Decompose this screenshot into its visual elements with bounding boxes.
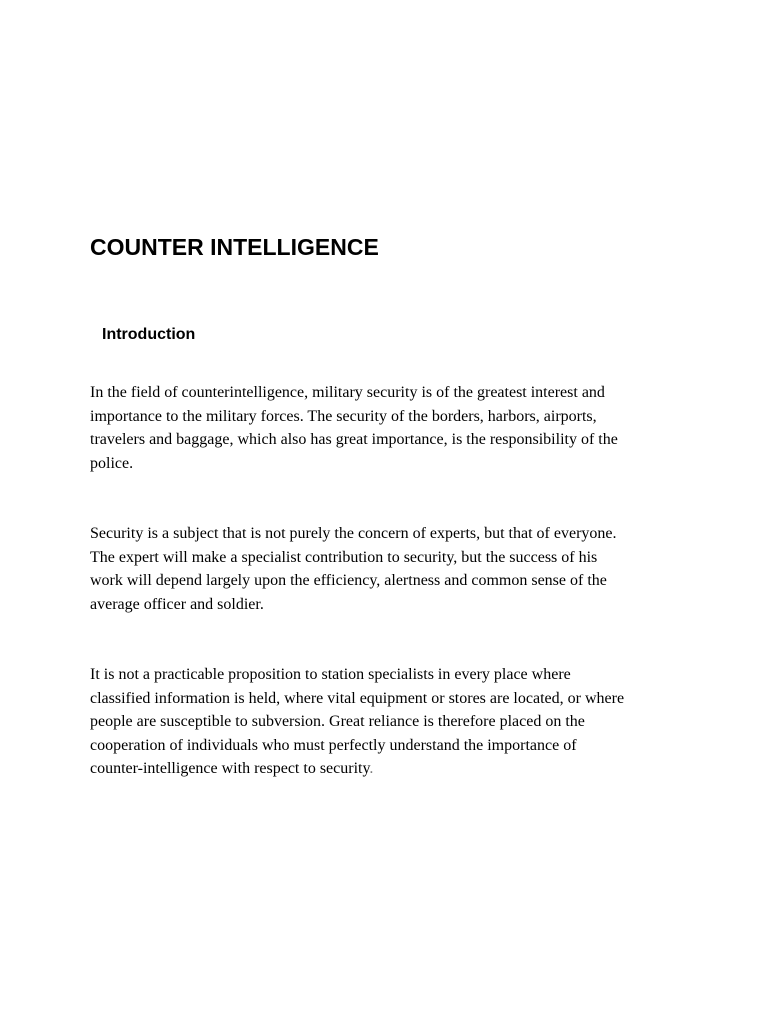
paragraph-1-text: In the field of counterintelligence, military security is of the greatest interest and importance to the military forces. The security of the borders, harbors, airports, travelers and baggage, which also has great importance, is the responsibility of the police. xyxy=(90,384,618,472)
final-period: . xyxy=(369,760,374,777)
paragraph-2-text: Security is a subject that is not purely the concern of experts, but that of everyone. The expert will make a specialist contribution to security, but the success of his work will depend largely upon the efficiency, alertness and common sense of the average officer and soldier. xyxy=(90,525,617,613)
paragraph-3 xyxy=(90,663,690,781)
paragraph-3-text: It is not a practicable proposition to station specialists in every place where classified information is held, where vital equipment or stores are located, or where people are susceptible to subversion. Great reliance is therefore placed on the cooperation of individuals who must perfectly understand the importance of counter-intelligence with respect to security xyxy=(90,666,625,777)
document-title: COUNTER INTELLIGENCE xyxy=(90,234,379,260)
section-heading: Introduction xyxy=(102,326,196,343)
paragraph-1 xyxy=(90,381,690,475)
paragraph-2 xyxy=(90,522,690,616)
